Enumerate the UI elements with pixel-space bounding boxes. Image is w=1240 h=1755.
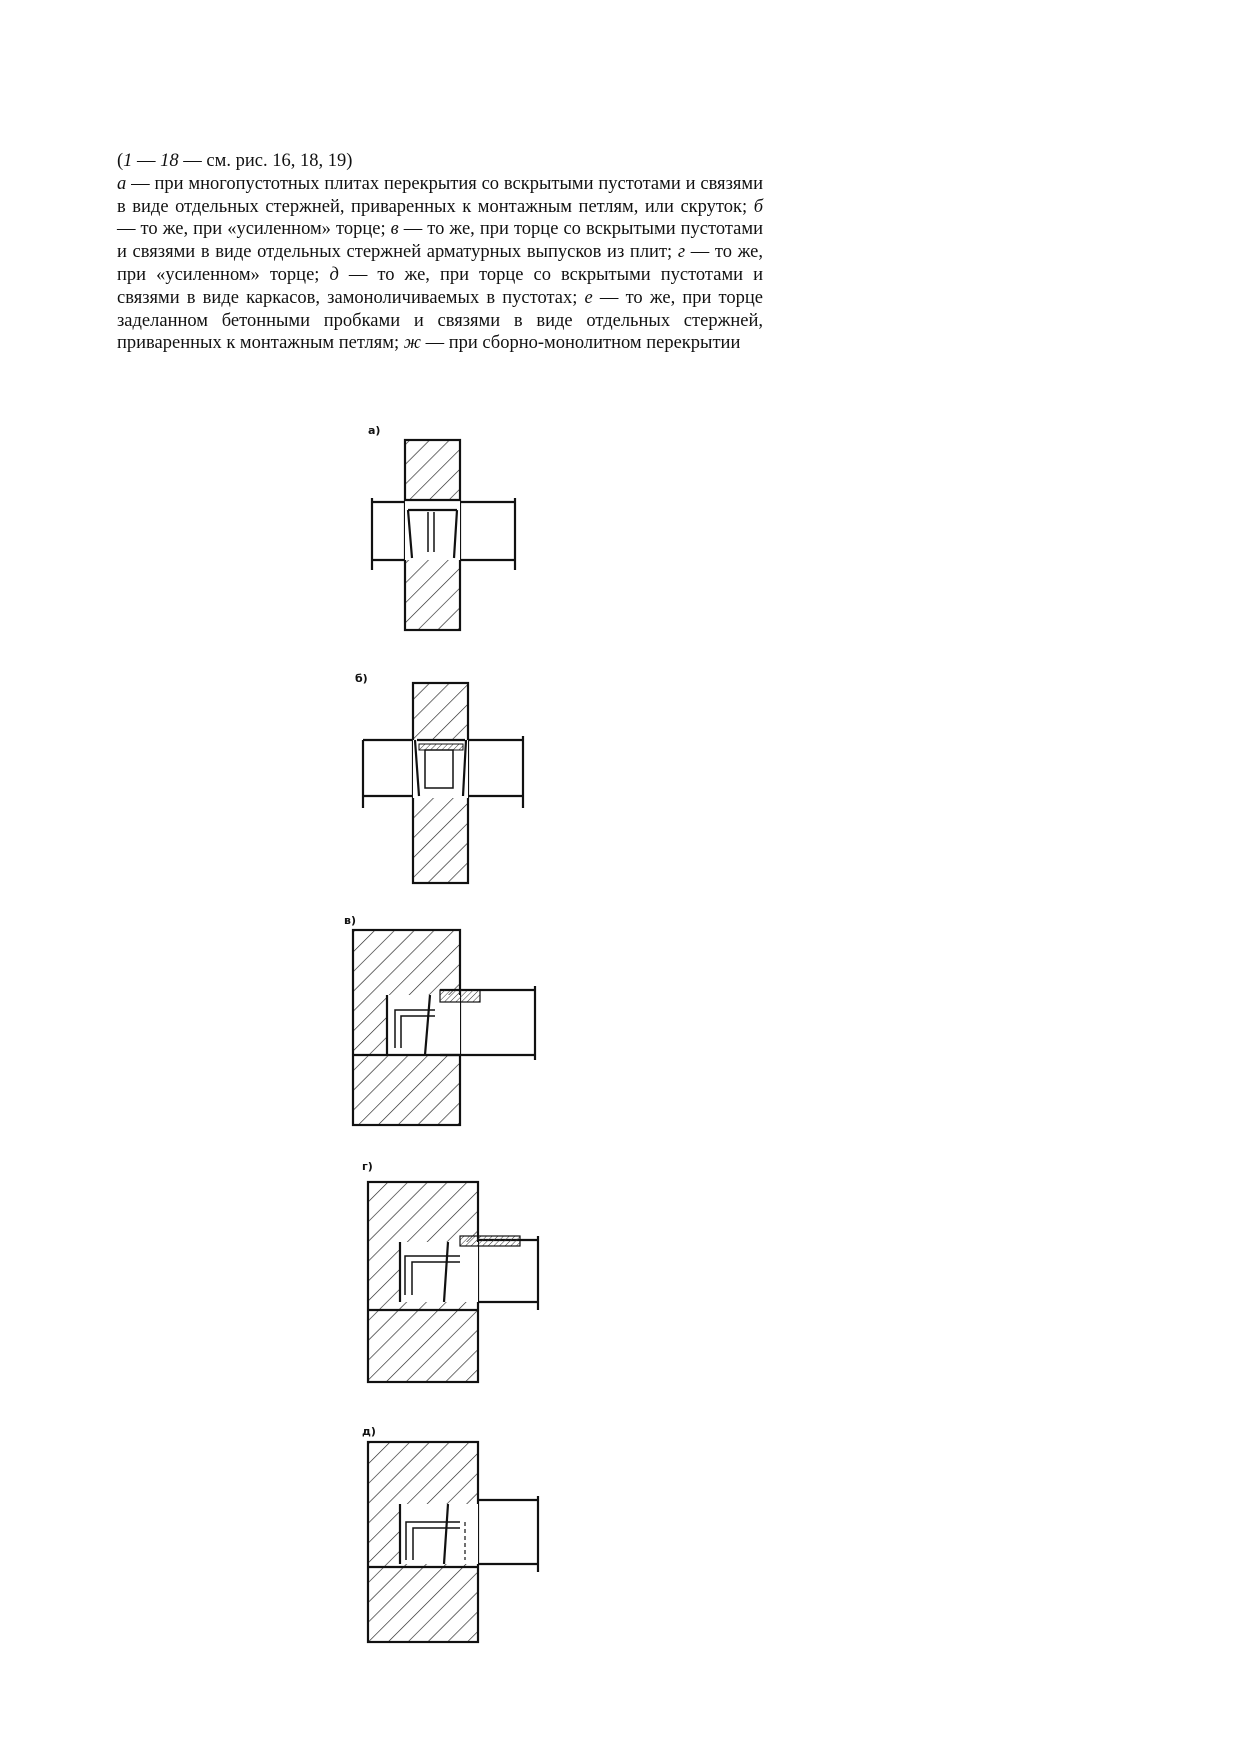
joint-drawing-b (355, 678, 535, 888)
figure-label-v: в) (344, 914, 356, 927)
joint-drawing-a (360, 430, 530, 640)
figure-label-a: а) (368, 424, 381, 437)
caption-reference: (1 — 18 — см. рис. 16, 18, 19) (117, 151, 353, 171)
figure-label-d: д) (362, 1425, 376, 1438)
joint-drawing-v (345, 920, 545, 1130)
figure-label-g: г) (362, 1160, 373, 1173)
joint-drawing-g (360, 1170, 540, 1385)
figure-label-b: б) (355, 672, 368, 685)
caption-description: а — при многопустотных плитах перекрытия со вскрытыми пустотами и связями в виде отдельных стержней, приваренных к монтажным петлям, или скруток; б — то же, при «усиленном» торце; в — то же, при торце со вскрытыми пустотами и связями в виде отдельных стержней арматурных выпусков из плит; г — то же, при «усиленном» торце; д — то же, при торце со вскрытыми пустотами и связями в виде каркасов, замоноличиваемых в пустотах; е — то же, при торце заделанном бетонными пробками и связями в виде отдельных стержней, приваренных к монтажным петлям; ж — при сборно-монолитном перекрытии (117, 173, 764, 354)
figure-caption (117, 150, 763, 355)
joint-drawing-d (360, 1432, 540, 1647)
